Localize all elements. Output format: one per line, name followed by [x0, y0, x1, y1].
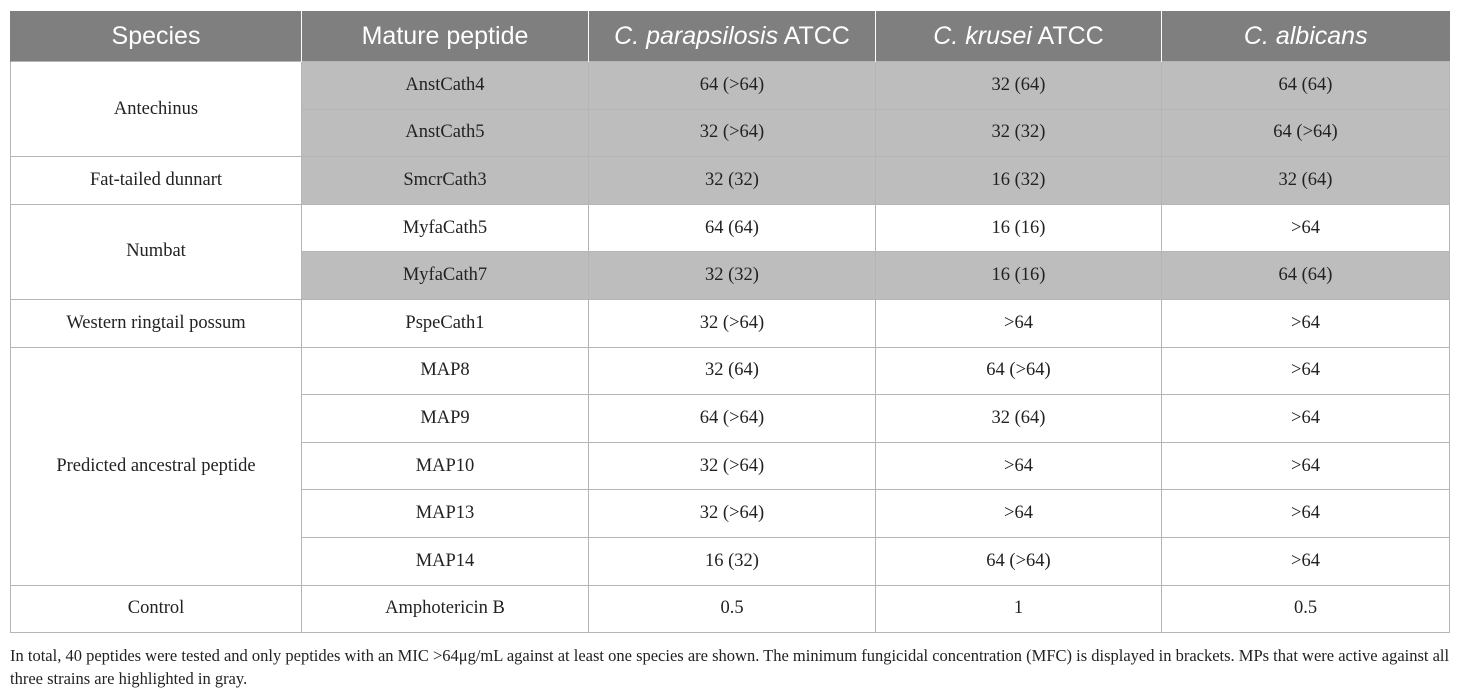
- value-cell: 32 (64): [589, 347, 876, 395]
- peptide-cell: MyfaCath5: [302, 204, 589, 252]
- value-cell: 64 (64): [1162, 62, 1450, 110]
- peptide-cell: MAP9: [302, 395, 589, 443]
- value-cell: 32 (32): [876, 109, 1162, 157]
- value-cell: 64 (>64): [876, 347, 1162, 395]
- value-cell: 32 (64): [1162, 157, 1450, 205]
- value-cell: 32 (>64): [589, 299, 876, 347]
- peptide-cell: Amphotericin B: [302, 585, 589, 633]
- peptide-cell: SmcrCath3: [302, 157, 589, 205]
- header-c-albicans: C. albicans: [1162, 11, 1450, 62]
- species-cell: Western ringtail possum: [11, 299, 302, 347]
- value-cell: 32 (>64): [589, 442, 876, 490]
- peptide-cell: MyfaCath7: [302, 252, 589, 300]
- table-row: [11, 157, 1450, 205]
- value-cell: >64: [1162, 442, 1450, 490]
- species-cell: Control: [11, 585, 302, 633]
- header-species: Species: [11, 11, 302, 62]
- value-cell: 64 (64): [589, 204, 876, 252]
- value-cell: 32 (32): [589, 157, 876, 205]
- value-cell: >64: [1162, 395, 1450, 443]
- value-cell: 32 (64): [876, 395, 1162, 443]
- table-row: [11, 585, 1450, 633]
- value-cell: 16 (32): [589, 537, 876, 585]
- table-container: [10, 11, 1449, 633]
- value-cell: 32 (>64): [589, 109, 876, 157]
- table-row: [11, 204, 1450, 252]
- value-cell: 32 (>64): [589, 490, 876, 538]
- peptide-cell: MAP13: [302, 490, 589, 538]
- antifungal-activity-table: [10, 11, 1450, 633]
- value-cell: 16 (32): [876, 157, 1162, 205]
- peptide-cell: PspeCath1: [302, 299, 589, 347]
- peptide-cell: MAP8: [302, 347, 589, 395]
- header-c-parapsilosis: C. parapsilosis ATCC: [589, 11, 876, 62]
- table-row: [11, 62, 1450, 110]
- value-cell: 64 (>64): [1162, 109, 1450, 157]
- value-cell: 16 (16): [876, 204, 1162, 252]
- value-cell: 64 (>64): [876, 537, 1162, 585]
- value-cell: 0.5: [589, 585, 876, 633]
- value-cell: 32 (64): [876, 62, 1162, 110]
- value-cell: >64: [1162, 537, 1450, 585]
- header-mature-peptide: Mature peptide: [302, 11, 589, 62]
- table-header: [11, 11, 1450, 62]
- table-row: [11, 299, 1450, 347]
- table-body: [11, 62, 1450, 633]
- peptide-cell: MAP10: [302, 442, 589, 490]
- table-footnote: In total, 40 peptides were tested and only peptides with an MIC >64μg/mL against at least one species are shown. The minimum fungicidal concentration (MFC) is displayed in brackets. MPs that were active against all three strains are highlighted in gray.: [10, 646, 1450, 688]
- value-cell: 32 (32): [589, 252, 876, 300]
- value-cell: >64: [1162, 204, 1450, 252]
- peptide-cell: AnstCath4: [302, 62, 589, 110]
- species-cell: Fat-tailed dunnart: [11, 157, 302, 205]
- value-cell: >64: [876, 299, 1162, 347]
- value-cell: >64: [876, 490, 1162, 538]
- species-cell: Antechinus: [11, 62, 302, 157]
- value-cell: 64 (>64): [589, 62, 876, 110]
- value-cell: 64 (64): [1162, 252, 1450, 300]
- species-cell: Numbat: [11, 204, 302, 299]
- value-cell: 0.5: [1162, 585, 1450, 633]
- peptide-cell: AnstCath5: [302, 109, 589, 157]
- value-cell: >64: [876, 442, 1162, 490]
- value-cell: 1: [876, 585, 1162, 633]
- table-row: [11, 347, 1450, 395]
- value-cell: >64: [1162, 347, 1450, 395]
- species-cell: Predicted ancestral peptide: [11, 347, 302, 585]
- value-cell: >64: [1162, 490, 1450, 538]
- value-cell: 16 (16): [876, 252, 1162, 300]
- header-c-krusei: C. krusei ATCC: [876, 11, 1162, 62]
- value-cell: >64: [1162, 299, 1450, 347]
- peptide-cell: MAP14: [302, 537, 589, 585]
- value-cell: 64 (>64): [589, 395, 876, 443]
